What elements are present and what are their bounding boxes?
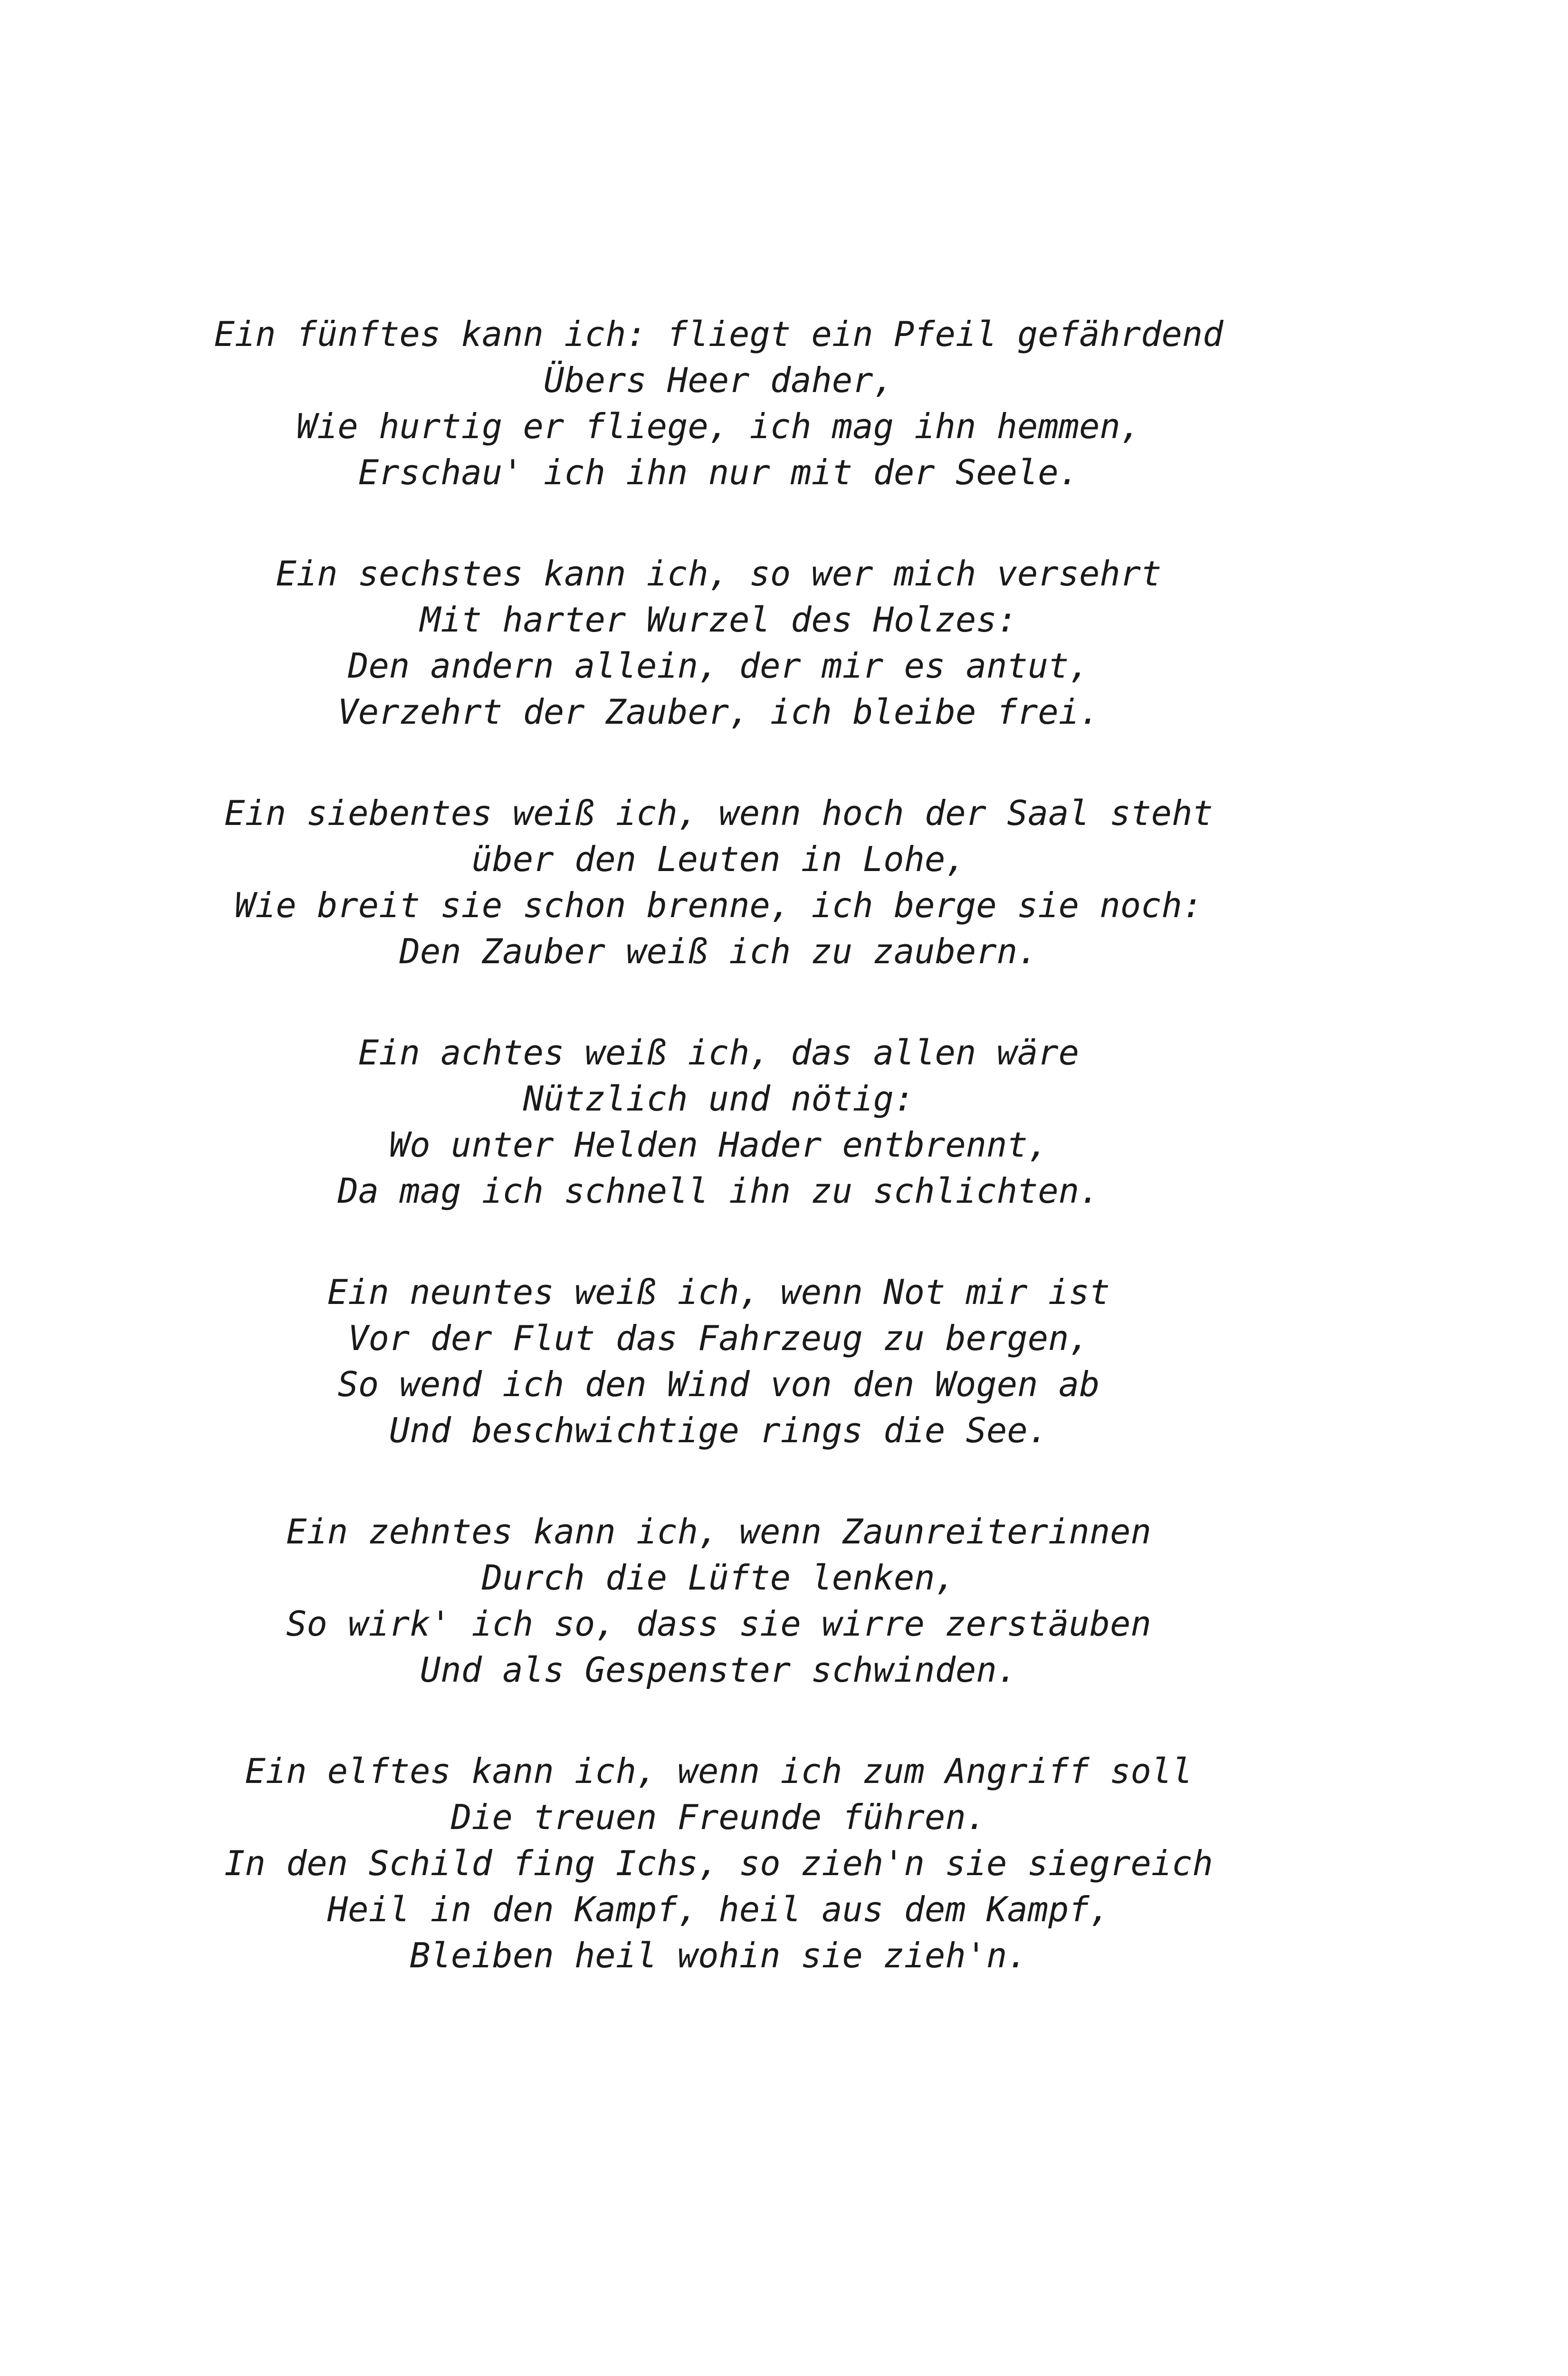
poem-line: Wo unter Helden Hader entbrennt, — [389, 1125, 1049, 1165]
poem-line: Wie hurtig er fliege, ich mag ihn hemmen, — [296, 406, 1141, 446]
poem-line: Durch die Lüfte lenken, — [482, 1558, 956, 1598]
poem-line: Ein elftes kann ich, wenn ich zum Angriff soll — [245, 1751, 1193, 1791]
stanza-6 — [0, 551, 1437, 735]
poem-line: Den andern allein, der mir es antut, — [348, 646, 1090, 686]
poem-line: Bleiben heil wohin sie zieh'n. — [410, 1935, 1028, 1975]
poem-line: Verzehrt der Zauber, ich bleibe frei. — [337, 692, 1100, 732]
poem-line: Heil in den Kampf, heil aus dem Kampf, — [327, 1889, 1110, 1929]
poem-line: Nützlich und nötig: — [523, 1079, 915, 1119]
poem-line: Ein achtes weiß ich, das allen wäre — [358, 1033, 1080, 1073]
poem-line: Ein zehntes kann ich, wenn Zaunreiterinnen — [286, 1512, 1151, 1552]
stanza-7 — [0, 790, 1437, 975]
poem-line: Ein siebentes weiß ich, wenn hoch der Saal steht — [224, 793, 1213, 833]
poem — [0, 311, 1437, 2034]
poem-line: Erschau' ich ihn nur mit der Seele. — [358, 452, 1080, 492]
stanza-8 — [0, 1030, 1437, 1214]
poem-line: Und beschwichtige rings die See. — [389, 1410, 1049, 1450]
stanza-10 — [0, 1509, 1437, 1693]
poem-line: So wirk' ich so, dass sie wirre zerstäuben — [286, 1604, 1151, 1644]
poem-line: Ein sechstes kann ich, so wer mich versehrt — [276, 554, 1162, 594]
poem-line: Vor der Flut das Fahrzeug zu bergen, — [348, 1318, 1090, 1358]
poem-line: über den Leuten in Lohe, — [471, 839, 966, 879]
stanza-5 — [0, 311, 1437, 496]
poem-line: Den Zauber weiß ich zu zaubern. — [399, 931, 1038, 971]
poem-line: Ein neuntes weiß ich, wenn Not mir ist — [327, 1272, 1110, 1312]
stanza-11 — [0, 1748, 1437, 1979]
poem-line: So wend ich den Wind von den Wogen ab — [337, 1364, 1100, 1404]
poem-line: Übers Heer daher, — [544, 360, 894, 400]
poem-line: Mit harter Wurzel des Holzes: — [420, 600, 1018, 640]
stanza-9 — [0, 1269, 1437, 1454]
poem-line: Da mag ich schnell ihn zu schlichten. — [337, 1171, 1100, 1211]
poem-line: Die treuen Freunde führen. — [450, 1797, 987, 1837]
poem-line: Wie breit sie schon brenne, ich berge sie noch: — [234, 885, 1203, 925]
poem-line: Und als Gespenster schwinden. — [420, 1650, 1018, 1690]
poem-line: Ein fünftes kann ich: fliegt ein Pfeil gefährdend — [214, 314, 1224, 354]
poem-line: In den Schild fing Ichs, so zieh'n sie siegreich — [224, 1843, 1213, 1883]
